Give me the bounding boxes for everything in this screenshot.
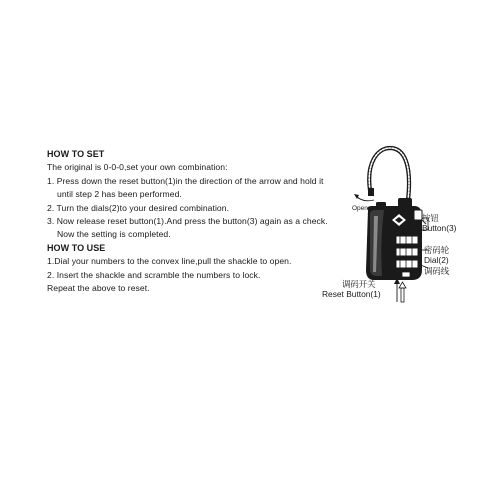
instructions-text bbox=[47, 148, 347, 295]
label-reset-en: Reset Button(1) bbox=[322, 289, 381, 299]
how-to-set-line: Now the setting is completed. bbox=[57, 229, 171, 240]
label-button-en: Button(3) bbox=[422, 223, 457, 233]
cable-shackle bbox=[369, 148, 409, 200]
how-to-set-heading: HOW TO SET bbox=[47, 149, 105, 159]
how-to-set-line: 2. Turn the dials(2)to your desired combination. bbox=[47, 202, 230, 213]
lock-diagram bbox=[318, 140, 500, 310]
label-dial-en: Dial(2) bbox=[424, 255, 449, 265]
label-button-cn: 按钮 bbox=[422, 213, 439, 223]
reset-button bbox=[402, 272, 410, 277]
how-to-set-line: The original is 0-0-0,set your own combination: bbox=[47, 162, 228, 173]
how-to-use-line: 2. Insert the shackle and scramble the numbers to lock. bbox=[47, 269, 261, 280]
combination-dials bbox=[396, 236, 418, 268]
how-to-use-line: 1.Dial your numbers to the convex line,pull the shackle to open. bbox=[47, 256, 292, 267]
reset-arrow-icon bbox=[394, 278, 406, 302]
how-to-set-line: until step 2 has been performed. bbox=[57, 189, 182, 200]
label-reset-cn: 调码开关 bbox=[342, 279, 376, 289]
how-to-use-heading: HOW TO USE bbox=[47, 242, 106, 253]
how-to-use-line: Repeat the above to reset. bbox=[47, 283, 150, 294]
how-to-set-line: 3. Now release reset button(1).And press the button(3) again as a check. bbox=[47, 216, 328, 227]
label-line-cn: 调码线 bbox=[424, 266, 450, 276]
label-dial-cn: 密码轮 bbox=[424, 245, 450, 255]
label-open: Open bbox=[352, 205, 368, 212]
how-to-set-line: 1. Press down the reset button(1)in the direction of the arrow and hold it bbox=[47, 175, 324, 186]
shackle-open-end bbox=[368, 188, 374, 196]
button-3 bbox=[414, 210, 422, 220]
